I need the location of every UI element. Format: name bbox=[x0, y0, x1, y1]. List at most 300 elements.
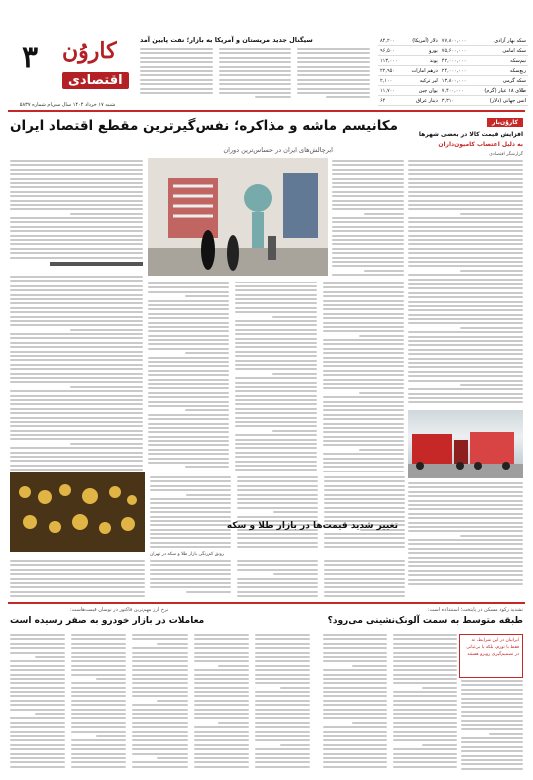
text-line bbox=[364, 213, 404, 215]
text-line bbox=[71, 704, 126, 706]
text-line bbox=[10, 195, 143, 197]
text-line bbox=[10, 434, 143, 436]
text-line bbox=[235, 452, 316, 454]
text-line bbox=[150, 498, 231, 500]
text-line bbox=[235, 461, 316, 463]
text-line bbox=[359, 335, 404, 337]
text-line bbox=[255, 722, 310, 724]
text-line bbox=[148, 335, 229, 337]
text-line bbox=[70, 386, 143, 388]
text-line bbox=[323, 317, 404, 319]
text-line bbox=[10, 560, 145, 562]
cars-kicker: نرخ ارز مهم‌ترین فاکتور در نوسان قیمت‌هاست: bbox=[70, 607, 169, 613]
text-line bbox=[408, 164, 523, 166]
text-line bbox=[71, 687, 126, 689]
text-line bbox=[461, 702, 523, 704]
text-line bbox=[10, 302, 143, 304]
text-line bbox=[132, 761, 187, 763]
text-line bbox=[10, 359, 143, 361]
text-line bbox=[408, 530, 523, 532]
text-line bbox=[132, 704, 187, 706]
text-line bbox=[194, 687, 249, 689]
text-line bbox=[408, 526, 523, 528]
text-line bbox=[324, 480, 405, 482]
sidebar-byline: گزارشگر اقتصادی bbox=[489, 152, 523, 157]
text-line bbox=[393, 638, 457, 640]
text-line bbox=[408, 548, 523, 550]
text-line bbox=[393, 713, 457, 715]
text-line bbox=[255, 643, 310, 645]
text-line bbox=[408, 182, 523, 184]
text-line bbox=[393, 691, 457, 693]
cars-body bbox=[10, 634, 310, 774]
text-line bbox=[235, 447, 316, 449]
text-line bbox=[10, 200, 143, 202]
text-line bbox=[148, 440, 229, 442]
text-line bbox=[393, 731, 457, 733]
text-line bbox=[323, 322, 404, 324]
text-line bbox=[332, 257, 404, 259]
text-line bbox=[10, 460, 143, 462]
text-line bbox=[218, 722, 248, 724]
text-line bbox=[323, 638, 387, 640]
text-line bbox=[323, 462, 404, 464]
cars-title: معاملات در بازار خودرو به صفر رسیده است bbox=[10, 616, 205, 626]
text-line bbox=[235, 346, 316, 348]
trucks-illustration bbox=[408, 410, 523, 478]
text-line bbox=[148, 405, 229, 407]
text-line bbox=[461, 706, 523, 708]
text-line bbox=[157, 700, 187, 702]
text-line bbox=[148, 427, 229, 429]
text-line bbox=[393, 660, 457, 662]
text-line bbox=[408, 522, 523, 524]
text-line bbox=[408, 261, 523, 263]
text-line bbox=[332, 235, 404, 237]
text-line bbox=[408, 331, 523, 333]
rate-cell-right: دینار عراق bbox=[404, 96, 440, 106]
text-line bbox=[148, 418, 229, 420]
text-line bbox=[132, 660, 187, 662]
text-line bbox=[150, 564, 231, 566]
text-line bbox=[323, 453, 404, 455]
text-line bbox=[10, 173, 143, 175]
text-line bbox=[132, 713, 187, 715]
text-line bbox=[393, 704, 457, 706]
text-line bbox=[10, 368, 143, 370]
text-line bbox=[194, 656, 249, 658]
text-line bbox=[408, 173, 523, 175]
text-line bbox=[408, 495, 523, 497]
rate-cell-right: پوند bbox=[404, 56, 440, 66]
text-line bbox=[323, 678, 387, 680]
text-line bbox=[393, 739, 457, 741]
text-line bbox=[408, 239, 523, 241]
text-line bbox=[235, 386, 316, 388]
text-line bbox=[148, 330, 229, 332]
text-line bbox=[461, 750, 523, 752]
text-line bbox=[324, 476, 405, 478]
text-line bbox=[272, 373, 317, 375]
text-line bbox=[332, 226, 404, 228]
text-line bbox=[255, 660, 310, 662]
text-line bbox=[323, 713, 387, 715]
rate-cell-label: سکه امامی bbox=[474, 46, 528, 56]
text-line bbox=[461, 711, 523, 713]
text-line bbox=[148, 423, 229, 425]
text-line bbox=[71, 665, 126, 667]
text-line bbox=[332, 221, 404, 223]
text-line bbox=[324, 507, 405, 509]
text-line bbox=[218, 665, 248, 667]
text-line bbox=[255, 634, 310, 636]
text-line bbox=[237, 591, 318, 593]
rate-cell-rv: ۶۴ bbox=[378, 96, 404, 106]
text-line bbox=[408, 283, 523, 285]
text-line bbox=[255, 669, 310, 671]
text-line bbox=[148, 361, 229, 363]
sidebar-badge: کاروُن‌بار bbox=[487, 118, 523, 127]
mural-illustration bbox=[148, 158, 328, 276]
text-line bbox=[71, 726, 126, 728]
text-line bbox=[323, 444, 404, 446]
text-line bbox=[255, 704, 310, 706]
text-line bbox=[408, 309, 523, 311]
text-line bbox=[332, 239, 404, 241]
text-line bbox=[10, 665, 65, 667]
text-line bbox=[10, 578, 145, 580]
text-line bbox=[10, 235, 143, 237]
text-line bbox=[10, 164, 143, 166]
text-line bbox=[150, 524, 231, 526]
sidebar-body bbox=[408, 160, 523, 408]
text-line bbox=[323, 308, 404, 310]
text-line bbox=[194, 695, 249, 697]
text-line bbox=[148, 379, 229, 381]
text-line bbox=[408, 204, 523, 206]
text-line bbox=[235, 377, 316, 379]
text-line bbox=[194, 691, 249, 693]
text-line bbox=[237, 533, 318, 535]
text-line bbox=[255, 652, 310, 654]
text-line bbox=[235, 456, 316, 458]
text-line bbox=[324, 591, 405, 593]
text-line bbox=[255, 713, 310, 715]
text-line bbox=[71, 739, 126, 741]
text-line bbox=[185, 352, 230, 354]
text-line bbox=[10, 316, 143, 318]
text-line bbox=[255, 739, 310, 741]
text-line bbox=[323, 735, 387, 737]
jewelry-illustration bbox=[10, 472, 145, 552]
text-line bbox=[461, 680, 523, 682]
text-line bbox=[332, 200, 404, 202]
rate-row bbox=[378, 46, 528, 56]
text-line bbox=[148, 383, 229, 385]
text-line bbox=[10, 695, 65, 697]
text-line bbox=[323, 695, 387, 697]
text-line bbox=[461, 759, 523, 761]
text-line bbox=[10, 726, 65, 728]
text-line bbox=[10, 342, 143, 344]
text-line bbox=[132, 682, 187, 684]
text-line bbox=[148, 431, 229, 433]
text-line bbox=[10, 669, 65, 671]
text-line bbox=[148, 291, 229, 293]
text-line bbox=[148, 436, 229, 438]
text-line bbox=[10, 324, 143, 326]
text-line bbox=[332, 252, 404, 254]
text-line bbox=[235, 469, 316, 471]
text-line bbox=[235, 425, 316, 427]
text-line bbox=[235, 443, 316, 445]
text-line bbox=[71, 652, 126, 654]
text-line bbox=[235, 390, 316, 392]
text-line bbox=[185, 295, 230, 297]
issue-line: شنبه ۱۷ خرداد ۱۴۰۴ سال سی‌ام شماره ۵۸۳۷ bbox=[19, 102, 116, 108]
text-line bbox=[255, 748, 310, 750]
text-line bbox=[461, 746, 523, 748]
text-line bbox=[185, 409, 230, 411]
rate-cell-label: سکه بهار آزادی bbox=[474, 36, 528, 46]
text-line bbox=[235, 351, 316, 353]
text-line bbox=[237, 498, 318, 500]
text-line bbox=[71, 634, 126, 636]
text-line bbox=[408, 557, 523, 559]
rate-cell-value: ۱۳,۸۰۰,۰۰۰ bbox=[440, 76, 474, 86]
text-line bbox=[332, 208, 404, 210]
text-line bbox=[324, 516, 405, 518]
text-line bbox=[150, 476, 231, 478]
text-line bbox=[10, 257, 143, 259]
text-line bbox=[148, 308, 229, 310]
text-line bbox=[235, 434, 316, 436]
text-line bbox=[323, 466, 404, 468]
text-line bbox=[235, 465, 316, 467]
text-line bbox=[323, 396, 404, 398]
text-line bbox=[148, 348, 229, 350]
text-line bbox=[148, 449, 229, 451]
text-line bbox=[324, 494, 405, 496]
text-line bbox=[324, 485, 405, 487]
text-line bbox=[132, 748, 187, 750]
sidebar-body-2 bbox=[408, 482, 523, 587]
pull-quote-box bbox=[459, 634, 523, 678]
text-line bbox=[10, 412, 143, 414]
text-line bbox=[332, 261, 404, 263]
rate-cell-right: یوان چین bbox=[404, 86, 440, 96]
page-number: ۳ bbox=[22, 40, 39, 75]
text-line bbox=[461, 693, 523, 695]
text-line bbox=[10, 456, 143, 458]
text-line bbox=[235, 360, 316, 362]
text-line bbox=[237, 582, 318, 584]
text-line bbox=[10, 700, 65, 702]
text-line bbox=[10, 381, 143, 383]
text-line bbox=[71, 660, 126, 662]
text-line bbox=[460, 327, 523, 329]
text-line bbox=[324, 502, 405, 504]
text-line bbox=[10, 717, 65, 719]
text-line bbox=[324, 595, 405, 597]
rate-cell-right: درهم امارات bbox=[404, 66, 440, 76]
gold-body bbox=[150, 560, 405, 598]
text-line bbox=[194, 643, 249, 645]
text-line bbox=[323, 343, 404, 345]
text-line bbox=[10, 634, 65, 636]
text-line bbox=[460, 213, 523, 215]
text-line bbox=[10, 311, 143, 313]
text-line bbox=[408, 393, 523, 395]
text-line bbox=[408, 292, 523, 294]
text-line bbox=[408, 226, 523, 228]
text-line bbox=[237, 542, 318, 544]
text-line bbox=[194, 713, 249, 715]
text-line bbox=[10, 591, 145, 593]
text-line bbox=[255, 726, 310, 728]
text-line bbox=[132, 744, 187, 746]
text-line bbox=[408, 565, 523, 567]
text-line bbox=[10, 744, 65, 746]
text-line bbox=[132, 652, 187, 654]
text-line bbox=[237, 569, 318, 571]
text-line bbox=[393, 669, 457, 671]
text-line bbox=[10, 395, 143, 397]
text-line bbox=[255, 656, 310, 658]
text-line bbox=[194, 744, 249, 746]
text-line bbox=[150, 516, 231, 518]
text-line bbox=[148, 326, 229, 328]
text-line bbox=[237, 480, 318, 482]
text-line bbox=[148, 339, 229, 341]
text-line bbox=[150, 573, 231, 575]
text-line bbox=[148, 462, 229, 464]
text-line bbox=[235, 333, 316, 335]
sidebar-headline-2: به دلیل اعتصاب کامیون‌داران bbox=[438, 141, 523, 148]
text-line bbox=[324, 586, 405, 588]
text-line bbox=[323, 352, 404, 354]
text-line bbox=[148, 387, 229, 389]
text-line bbox=[255, 735, 310, 737]
text-line bbox=[323, 339, 404, 341]
text-line bbox=[194, 753, 249, 755]
rate-cell-value: ۲۴,۰۰۰,۰۰۰ bbox=[440, 66, 474, 76]
text-line bbox=[235, 408, 316, 410]
top-story-body bbox=[140, 48, 370, 106]
text-line bbox=[132, 753, 187, 755]
text-line bbox=[323, 436, 404, 438]
housing-body-2 bbox=[461, 680, 523, 774]
text-line bbox=[255, 757, 310, 759]
text-line bbox=[332, 243, 404, 245]
rate-cell-value: ۴۲,۰۰۰,۰۰۰ bbox=[440, 56, 474, 66]
text-line bbox=[132, 695, 187, 697]
text-line bbox=[235, 403, 316, 405]
text-line bbox=[408, 314, 523, 316]
text-line bbox=[332, 274, 404, 276]
text-line bbox=[71, 638, 126, 640]
text-line bbox=[332, 265, 404, 267]
text-line bbox=[235, 338, 316, 340]
text-line bbox=[71, 682, 126, 684]
text-line bbox=[96, 735, 126, 737]
text-line bbox=[150, 578, 231, 580]
text-line bbox=[148, 322, 229, 324]
text-line bbox=[150, 511, 231, 513]
text-line bbox=[235, 368, 316, 370]
text-line bbox=[235, 311, 316, 313]
text-line bbox=[323, 361, 404, 363]
text-line bbox=[10, 452, 143, 454]
section-divider bbox=[8, 602, 525, 604]
text-line bbox=[323, 291, 404, 293]
text-line bbox=[10, 204, 143, 206]
text-line bbox=[10, 573, 145, 575]
rate-cell-rv: ۸۴,۲۰۰ bbox=[378, 36, 404, 46]
masthead bbox=[0, 30, 135, 110]
text-line bbox=[132, 678, 187, 680]
text-line bbox=[10, 674, 65, 676]
text-line bbox=[10, 221, 143, 223]
text-line bbox=[237, 560, 318, 562]
text-line bbox=[237, 489, 318, 491]
text-line bbox=[408, 243, 523, 245]
text-line bbox=[323, 374, 404, 376]
text-line bbox=[461, 720, 523, 722]
text-line bbox=[10, 285, 143, 287]
text-line bbox=[132, 766, 187, 768]
text-line bbox=[194, 766, 249, 768]
text-line bbox=[237, 485, 318, 487]
text-line bbox=[148, 453, 229, 455]
text-line bbox=[408, 344, 523, 346]
text-line bbox=[332, 186, 404, 188]
text-line bbox=[194, 652, 249, 654]
text-line bbox=[132, 722, 187, 724]
text-line bbox=[194, 638, 249, 640]
text-line bbox=[150, 582, 231, 584]
text-line bbox=[408, 274, 523, 276]
text-line bbox=[10, 355, 143, 357]
text-line bbox=[235, 285, 316, 287]
gold-title: تغییر شدید قیمت‌ها در بازار طلا و سکه bbox=[226, 521, 398, 531]
text-line bbox=[393, 757, 457, 759]
text-line bbox=[148, 414, 229, 416]
text-line bbox=[461, 715, 523, 717]
text-line bbox=[408, 517, 523, 519]
text-line bbox=[10, 276, 143, 278]
text-line bbox=[10, 186, 143, 188]
text-line bbox=[10, 595, 145, 597]
text-line bbox=[10, 748, 65, 750]
text-line bbox=[150, 520, 231, 522]
rate-cell-right: یورو bbox=[404, 46, 440, 56]
text-line bbox=[70, 329, 143, 331]
text-line bbox=[194, 704, 249, 706]
text-line bbox=[148, 317, 229, 319]
text-line bbox=[194, 700, 249, 702]
text-line bbox=[150, 586, 231, 588]
text-line bbox=[323, 704, 387, 706]
text-line bbox=[393, 726, 457, 728]
text-line bbox=[194, 634, 249, 636]
text-line bbox=[255, 766, 310, 768]
text-line bbox=[71, 748, 126, 750]
text-line bbox=[393, 766, 457, 768]
text-line bbox=[10, 678, 65, 680]
text-line bbox=[408, 305, 523, 307]
text-line bbox=[323, 458, 404, 460]
